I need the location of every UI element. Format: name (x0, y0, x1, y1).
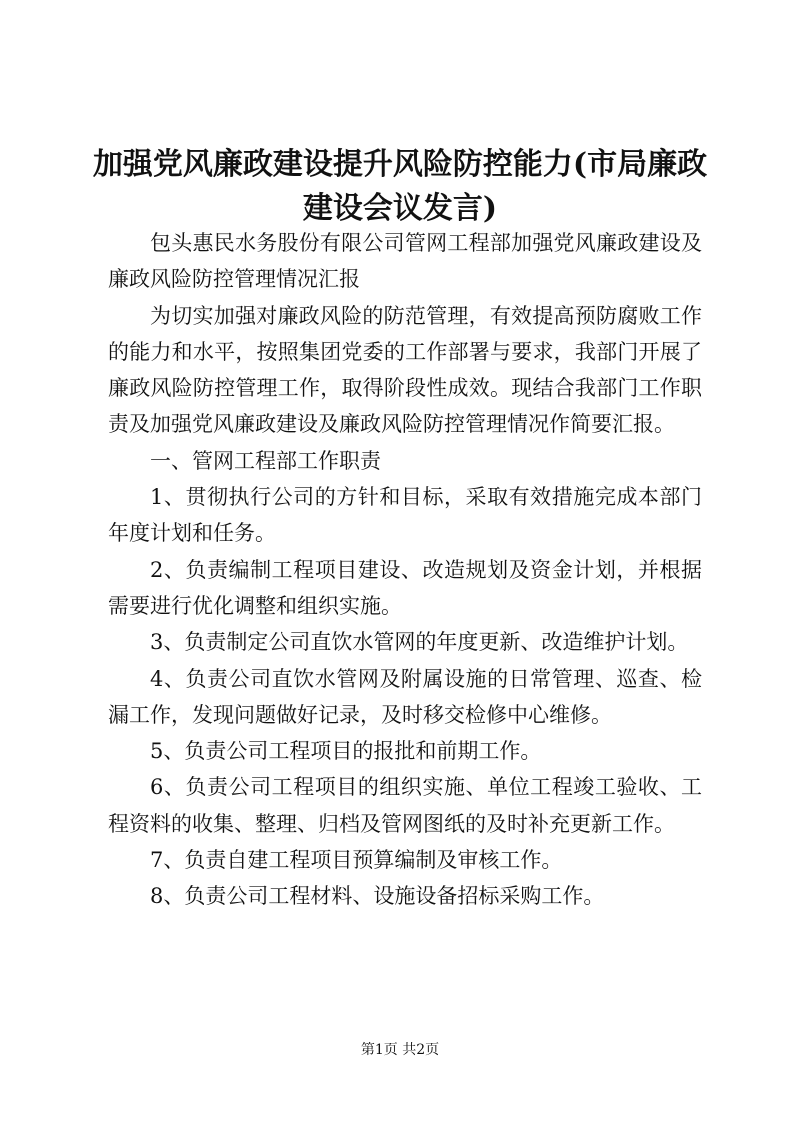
duty-item: 1、贯彻执行公司的方针和目标，采取有效措施完成本部门年度计划和任务。 (108, 485, 702, 546)
duty-item: 6、负责公司工程项目的组织实施、单位工程竣工验收、工程资料的收集、整理、归档及管网图纸的及时补充更新工作。 (108, 775, 702, 836)
document-body (108, 225, 702, 915)
duty-item: 2、负责编制工程项目建设、改造规划及资金计划，并根据需要进行优化调整和组织实施。 (108, 557, 702, 618)
duty-item: 4、负责公司直饮水管网及附属设施的日常管理、巡查、检漏工作，发现问题做好记录，及时移交检修中心维修。 (108, 666, 702, 727)
document-title: 加强党风廉政建设提升风险防控能力(市局廉政建设会议发言) (92, 147, 708, 226)
page-footer: 第1页 共2页 (360, 1042, 440, 1058)
duty-item: 3、负责制定公司直饮水管网的年度更新、改造维护计划。 (150, 630, 689, 655)
intro-paragraph: 为切实加强对廉政风险的防范管理，有效提高预防腐败工作的能力和水平，按照集团党委的工作部署与要求，我部门开展了廉政风险防控管理工作，取得阶段性成效。现结合我部门工作职责及加强党风廉政建设及廉政风险防控管理情况作简要汇报。 (108, 303, 702, 437)
duty-item: 7、负责自建工程项目预算编制及审核工作。 (150, 848, 563, 873)
duty-item: 8、负责公司工程材料、设施设备招标采购工作。 (150, 884, 605, 909)
duty-item: 5、负责公司工程项目的报批和前期工作。 (150, 739, 542, 764)
report-subtitle: 包头惠民水务股份有限公司管网工程部加强党风廉政建设及廉政风险防控管理情况汇报 (108, 231, 702, 292)
section-heading: 一、管网工程部工作职责 (150, 448, 381, 473)
